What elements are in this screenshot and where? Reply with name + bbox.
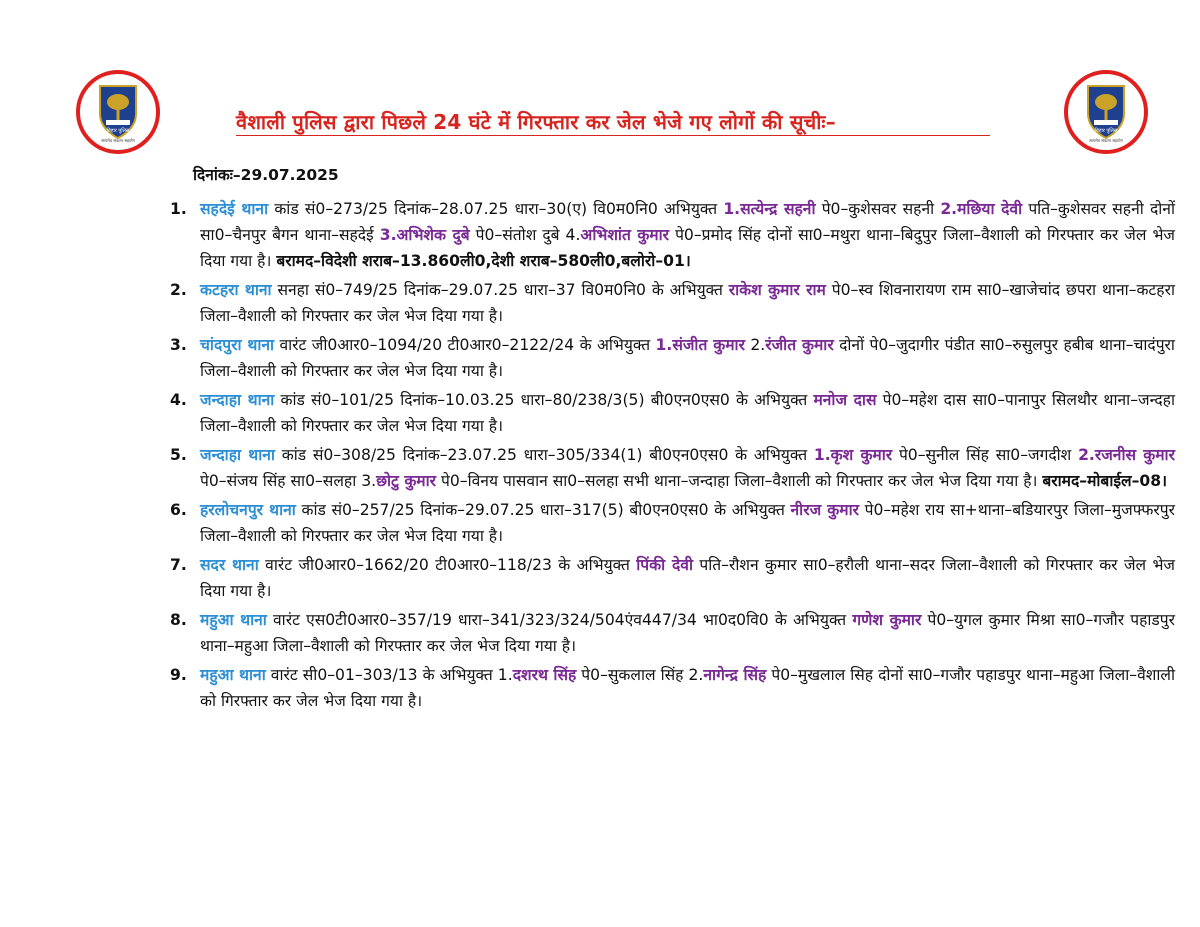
recovery-details: बरामद–मोबाईल–08। <box>1042 472 1168 490</box>
accused-name: दशरथ सिंह <box>512 666 577 684</box>
accused-name: 2.रजनीस कुमार <box>1078 446 1175 464</box>
entry-text: पति–कुशेसवर सहनी दोनों सा0–चैनपुर बैगन थाना–सहदेई <box>200 200 1175 244</box>
police-station-name: महुआ थाना <box>200 666 266 684</box>
title-underline <box>236 135 990 136</box>
entry-text: पे0–प्रमोद सिंह दोनों सा0–मथुरा थाना–बिदुपुर जिला–वैशाली को गिरफ्तार कर जेल भेज दिया गया है। <box>200 226 1175 270</box>
accused-name: पिंकी देवी <box>636 556 694 574</box>
entry-text: कांड सं0–308/25 दिनांक–23.07.25 धारा–305/334(1) बी0एन0एस0 के अभियुक्त <box>274 446 814 464</box>
police-station-name: कटहरा थाना <box>200 281 272 299</box>
police-station-name: सहदेई थाना <box>200 200 269 218</box>
entry-text: पे0–सुनील सिंह सा0–जगदीश <box>892 446 1079 464</box>
entry-text: वारंट एस0टी0आर0–357/19 धारा–341/323/324/504एंव447/34 भा0द0वि0 के अभियुक्त <box>266 611 853 629</box>
list-item <box>170 662 1175 714</box>
list-item <box>170 277 1175 329</box>
list-item <box>170 552 1175 604</box>
entry-text: कांड सं0–273/25 दिनांक–28.07.25 धारा–30(ए) वि0म0नि0 अभियुक्त <box>268 200 724 218</box>
svg-text:सत्यमेव संकल्प सहयोग: सत्यमेव संकल्प सहयोग <box>1089 138 1123 143</box>
list-item <box>170 332 1175 384</box>
entry-number: 2. <box>170 281 187 299</box>
entry-number: 4. <box>170 391 187 409</box>
police-station-name: सदर थाना <box>200 556 259 574</box>
accused-name: गणेश कुमार <box>852 611 922 629</box>
entry-text: पे0–संजय सिंह सा0–सलहा 3. <box>200 472 377 490</box>
entry-text: कांड सं0–257/25 दिनांक–29.07.25 धारा–317(5) बी0एन0एस0 के अभियुक्त <box>295 501 791 519</box>
date-line <box>193 163 339 185</box>
entry-number: 3. <box>170 336 187 354</box>
police-emblem-icon <box>1074 80 1138 144</box>
entry-text: पे0–विनय पासवान सा0–सलहा सभी थाना–जन्दाहा जिला–वैशाली को गिरफ्तार कर जेल भेज दिया गया है। <box>436 472 1043 490</box>
entry-text: पे0–संतोश दुबे 4. <box>469 226 581 244</box>
entry-text: पे0–स्व शिवनारायण राम सा0–खाजेचांद छपरा थाना–कटहरा जिला–वैशाली को गिरफ्तार कर जेल भेज दिया गया है। <box>200 281 1175 325</box>
entry-text: वारंट जी0आर0–1662/20 टी0आर0–118/23 के अभियुक्त <box>258 556 637 574</box>
accused-name: नागेन्द्र सिंह <box>703 666 767 684</box>
bihar-police-logo-right <box>1064 70 1148 154</box>
entry-text: कांड सं0–101/25 दिनांक–10.03.25 धारा–80/238/3(5) बी0एन0एस0 के अभियुक्त <box>274 391 814 409</box>
date-value: 29.07.2025 <box>240 166 339 184</box>
page-title: वैशाली पुलिस द्वारा पिछले 24 घंटे में गिरफ्तार कर जेल भेजे गए लोगों की सूचीः– <box>236 110 836 134</box>
entry-text: दोनों पे0–जुदागीर पंडीत सा0–रुसुलपुर हबीब थाना–चादंपुरा जिला–वैशाली को गिरफ्तार कर जेल भेज दिया गया है। <box>200 336 1175 380</box>
entry-text: पे0–महेश दास सा0–पानापुर सिलथौर थाना–जन्दहा जिला–वैशाली को गिरफ्तार कर जेल भेज दिया गया है। <box>200 391 1175 435</box>
entry-text: पे0–युगल कुमार मिश्रा सा0–गजौर पहाडपुर थाना–महुआ जिला–वैशाली को गिरफ्तार कर जेल भेज दिया गया है। <box>200 611 1175 655</box>
date-label: दिनांकः– <box>193 166 241 184</box>
entry-text: 2. <box>744 336 766 354</box>
entry-number: 6. <box>170 501 187 519</box>
accused-name: 1.सत्येन्द्र सहनी <box>723 200 816 218</box>
entry-text: पे0–महेश राय सा+थाना–बडियारपुर जिला–मुजफ्फरपुर जिला–वैशाली को गिरफ्तार कर जेल भेज दिया गया है। <box>200 501 1175 545</box>
list-item <box>170 497 1175 549</box>
police-station-name: जन्दाहा थाना <box>200 446 275 464</box>
police-station-name: हरलोचनपुर थाना <box>200 501 296 519</box>
entry-text: वारंट सी0–01–303/13 के अभियुक्त 1. <box>265 666 513 684</box>
entry-text: वारंट जी0आर0–1094/20 टी0आर0–2122/24 के अभियुक्त <box>274 336 656 354</box>
entry-number: 8. <box>170 611 187 629</box>
accused-name: 3.अभिशेक दुबे <box>379 226 470 244</box>
arrest-list <box>170 196 1175 717</box>
police-station-name: चांदपुरा थाना <box>200 336 275 354</box>
entry-number: 5. <box>170 446 187 464</box>
accused-name: अभिशांत कुमार <box>580 226 670 244</box>
svg-text:बिहार पुलिस: बिहार पुलिस <box>106 128 130 134</box>
accused-name: नीरज कुमार <box>790 501 859 519</box>
svg-text:बिहार पुलिस: बिहार पुलिस <box>1094 128 1118 134</box>
accused-name: रंजीत कुमार <box>765 336 834 354</box>
entry-text: पति–रौशन कुमार सा0–हरौली थाना–सदर जिला–वैशाली को गिरफ्तार कर जेल भेज दिया गया है। <box>200 556 1176 600</box>
entry-text: पे0–सुकलाल सिंह 2. <box>576 666 704 684</box>
accused-name: राकेश कुमार राम <box>728 281 826 299</box>
entry-number: 7. <box>170 556 187 574</box>
recovery-details: बरामद–विदेशी शराब–13.860ली0,देशी शराब–580ली0,बलोरो–01। <box>276 252 691 270</box>
police-station-name: महुआ थाना <box>200 611 267 629</box>
accused-name: 2.मछिया देवी <box>940 200 1023 218</box>
bihar-police-logo-left <box>76 70 160 154</box>
accused-name: मनोज दास <box>813 391 877 409</box>
police-station-name: जन्दाहा थाना <box>200 391 275 409</box>
entry-number: 1. <box>170 200 187 218</box>
police-emblem-icon <box>86 80 150 144</box>
accused-name: छोटु कुमार <box>376 472 437 490</box>
entry-text: पे0–कुशेसवर सहनी <box>815 200 941 218</box>
list-item <box>170 387 1175 439</box>
entry-number: 9. <box>170 666 187 684</box>
list-item <box>170 196 1175 274</box>
entry-text: पे0–मुखलाल सिह दोनों सा0–गजौर पहाडपुर थाना–महुआ जिला–वैशाली को गिरफ्तार कर जेल भेज दिया गया है। <box>200 666 1175 710</box>
list-item <box>170 442 1175 494</box>
accused-name: 1.कृश कुमार <box>813 446 893 464</box>
entry-text: सनहा सं0–749/25 दिनांक–29.07.25 धारा–37 वि0म0नि0 के अभियुक्त <box>271 281 729 299</box>
accused-name: 1.संजीत कुमार <box>655 336 745 354</box>
list-item <box>170 607 1175 659</box>
svg-text:सत्यमेव संकल्प सहयोग: सत्यमेव संकल्प सहयोग <box>101 138 135 143</box>
